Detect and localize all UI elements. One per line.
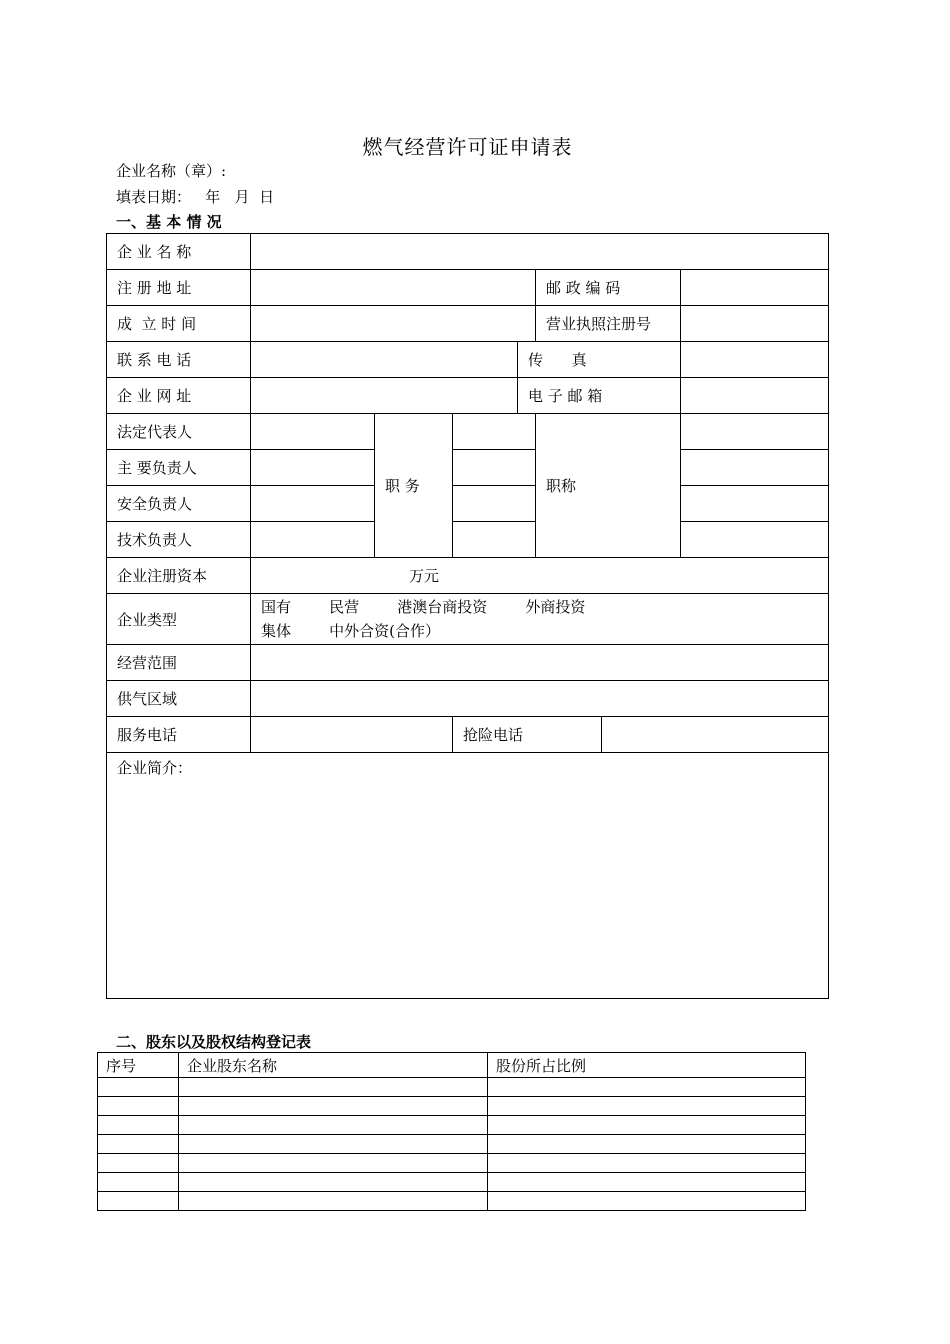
table-row — [98, 1116, 806, 1135]
capital-unit: 万元 — [409, 567, 440, 585]
label-main-person: 主 要负责人 — [107, 450, 251, 486]
legal-rep-position-cell[interactable] — [453, 414, 536, 450]
label-fax: 传 真 — [518, 342, 681, 378]
phone-cell[interactable] — [251, 342, 518, 378]
reg-address-cell[interactable] — [251, 270, 536, 306]
row-share-cell[interactable] — [488, 1097, 806, 1116]
row-name-cell[interactable] — [179, 1192, 488, 1211]
safety-person-title-cell[interactable] — [681, 486, 829, 522]
founded-cell[interactable] — [251, 306, 536, 342]
label-postal-code: 邮 政 编 码 — [536, 270, 681, 306]
section2-heading: 二、股东以及股权结构登记表 — [116, 1033, 312, 1051]
table-row — [98, 1135, 806, 1154]
row-no-cell[interactable] — [98, 1097, 179, 1116]
fax-cell[interactable] — [681, 342, 829, 378]
label-intro: 企业简介： — [117, 759, 193, 777]
row-name-cell[interactable] — [179, 1135, 488, 1154]
row-share-cell[interactable] — [488, 1116, 806, 1135]
website-cell[interactable] — [251, 378, 518, 414]
section1-heading: 一、基 本 情 况 — [116, 213, 222, 231]
table-row — [98, 1173, 806, 1192]
row-share-cell[interactable] — [488, 1192, 806, 1211]
legal-rep-cell[interactable] — [251, 414, 375, 450]
row-share-cell[interactable] — [488, 1135, 806, 1154]
safety-person-position-cell[interactable] — [453, 486, 536, 522]
row-no-cell[interactable] — [98, 1192, 179, 1211]
tech-person-position-cell[interactable] — [453, 522, 536, 558]
tech-person-cell[interactable] — [251, 522, 375, 558]
company-type-options[interactable] — [251, 594, 829, 645]
label-tech-person: 技术负责人 — [107, 522, 251, 558]
row-name-cell[interactable] — [179, 1154, 488, 1173]
row-share-cell[interactable] — [488, 1173, 806, 1192]
label-emergency-phone: 抢险电话 — [453, 717, 602, 753]
row-name-cell[interactable] — [179, 1097, 488, 1116]
label-title-rank: 职称 — [536, 414, 681, 558]
label-legal-rep: 法定代表人 — [107, 414, 251, 450]
table-row — [98, 1154, 806, 1173]
company-seal-line: 企业名称（章）: — [116, 162, 227, 180]
label-scope: 经营范围 — [107, 645, 251, 681]
label-area: 供气区域 — [107, 681, 251, 717]
shareholder-table — [97, 1052, 806, 1211]
table-row — [98, 1097, 806, 1116]
main-person-cell[interactable] — [251, 450, 375, 486]
label-company-type: 企业类型 — [107, 594, 251, 645]
label-safety-person: 安全负责人 — [107, 486, 251, 522]
label-company-name: 企 业 名 称 — [107, 234, 251, 270]
service-phone-cell[interactable] — [251, 717, 453, 753]
company-intro-cell[interactable] — [107, 753, 829, 999]
company-type-line2: 集体 中外合资(合作） — [261, 622, 440, 640]
main-person-title-cell[interactable] — [681, 450, 829, 486]
label-position: 职 务 — [375, 414, 453, 558]
license-no-cell[interactable] — [681, 306, 829, 342]
tech-person-title-cell[interactable] — [681, 522, 829, 558]
form-title: 燃气经营许可证申请表 — [362, 135, 573, 159]
row-share-cell[interactable] — [488, 1078, 806, 1097]
emergency-phone-cell[interactable] — [602, 717, 829, 753]
area-cell[interactable] — [251, 681, 829, 717]
basic-info-table — [106, 233, 829, 999]
label-capital: 企业注册资本 — [107, 558, 251, 594]
label-service-phone: 服务电话 — [107, 717, 251, 753]
label-reg-address: 注 册 地 址 — [107, 270, 251, 306]
col-no-header: 序号 — [98, 1053, 179, 1078]
row-share-cell[interactable] — [488, 1154, 806, 1173]
row-no-cell[interactable] — [98, 1154, 179, 1173]
label-license-no: 营业执照注册号 — [536, 306, 681, 342]
label-founded: 成 立 时 间 — [107, 306, 251, 342]
safety-person-cell[interactable] — [251, 486, 375, 522]
label-phone: 联 系 电 话 — [107, 342, 251, 378]
label-website: 企 业 网 址 — [107, 378, 251, 414]
table-row — [98, 1192, 806, 1211]
label-email: 电 子 邮 箱 — [518, 378, 681, 414]
row-no-cell[interactable] — [98, 1078, 179, 1097]
row-no-cell[interactable] — [98, 1173, 179, 1192]
company-type-line1: 国有 民营 港澳台商投资 外商投资 — [261, 598, 586, 616]
row-name-cell[interactable] — [179, 1173, 488, 1192]
email-cell[interactable] — [681, 378, 829, 414]
fill-date-line: 填表日期： 年 月 日 — [116, 188, 275, 206]
main-person-position-cell[interactable] — [453, 450, 536, 486]
col-name-header: 企业股东名称 — [179, 1053, 488, 1078]
row-name-cell[interactable] — [179, 1116, 488, 1135]
company-name-cell[interactable] — [251, 234, 829, 270]
col-share-header: 股份所占比例 — [488, 1053, 806, 1078]
row-no-cell[interactable] — [98, 1116, 179, 1135]
capital-cell[interactable] — [251, 558, 829, 594]
postal-code-cell[interactable] — [681, 270, 829, 306]
legal-rep-title-cell[interactable] — [681, 414, 829, 450]
row-name-cell[interactable] — [179, 1078, 488, 1097]
table-row — [98, 1078, 806, 1097]
scope-cell[interactable] — [251, 645, 829, 681]
row-no-cell[interactable] — [98, 1135, 179, 1154]
